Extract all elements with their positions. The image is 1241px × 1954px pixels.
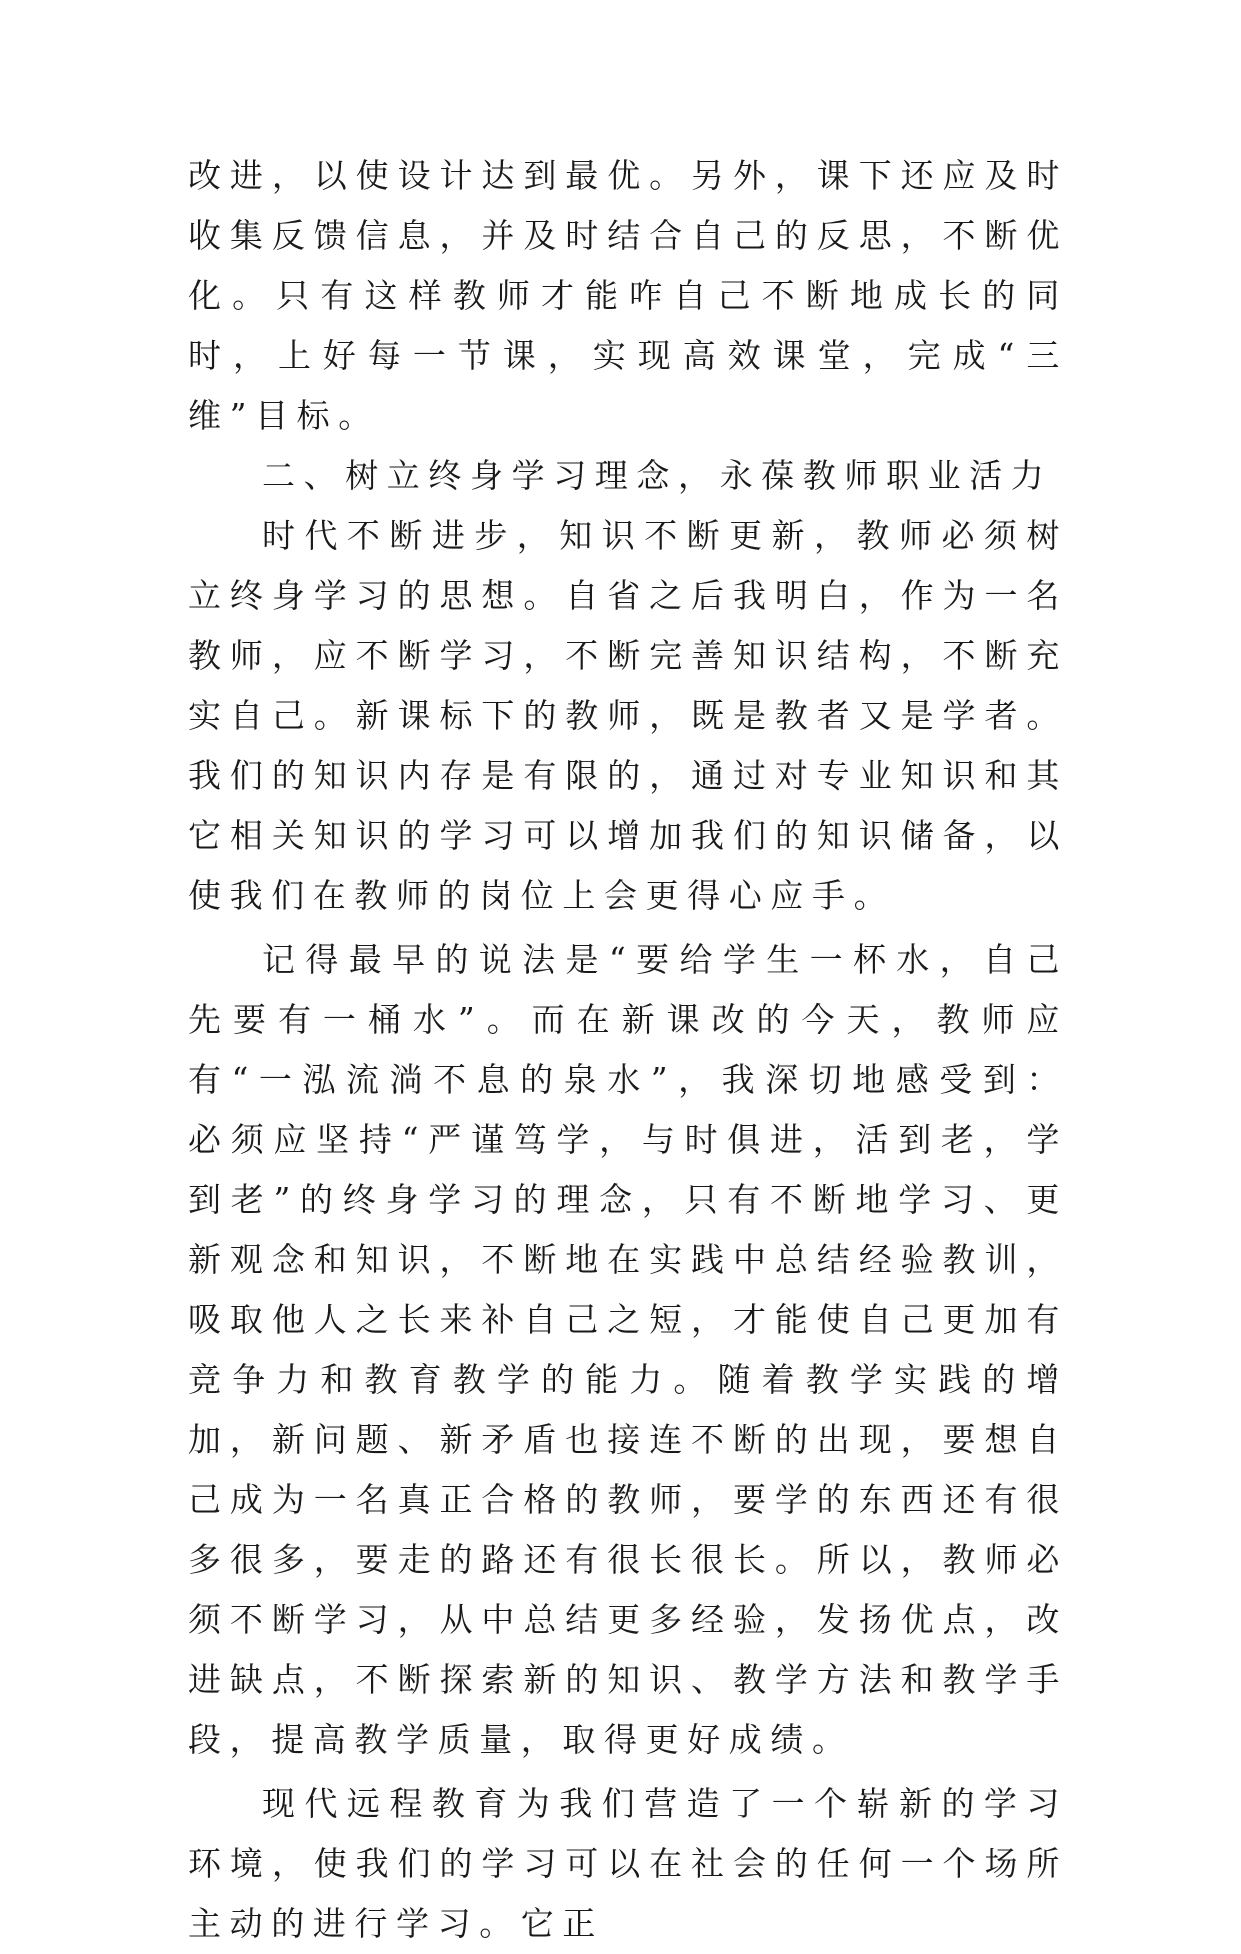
paragraph: 记得最早的说法是“要给学生一杯水，自己先要有一桶水”。而在新课改的今天，教师应有“一泓流淌不息的泉水”，我深切地感受到：必须应坚持“严谨笃学，与时俱进，活到老，学到老”的终身学习的理念，只有不断地学习、更新观念和知识，不断地在实践中总结经验教训，吸取他人之长来补自己之短，才能使自己更加有竞争力和教育教学的能力。随着教学实践的增加，新问题、新矛盾也接连不断的出现，要想自己成为一名真正合格的教师，要学的东西还有很多很多，要走的路还有很长很长。所以，教师必须不断学习，从中总结更多经验，发扬优点，改进缺点，不断探索新的知识、教学方法和教学手段，提高教学质量，取得更好成绩。 <box>188 940 1068 1759</box>
paragraph: 现代远程教育为我们营造了一个崭新的学习环境，使我们的学习可以在社会的任何一个场所主动的进行学习。它正 <box>188 1784 1068 1943</box>
document-body <box>188 146 1068 1954</box>
paragraph: 时代不断进步，知识不断更新，教师必须树立终身学习的思想。自省之后我明白，作为一名教师，应不断学习，不断完善知识结构，不断充实自己。新课标下的教师，既是教者又是学者。我们的知识内存是有限的，通过对专业知识和其它相关知识的学习可以增加我们的知识储备，以使我们在教师的岗位上会更得心应手。 <box>188 516 1068 915</box>
section-heading: 二、树立终身学习理念，永葆教师职业活力 <box>262 456 1053 495</box>
paragraph-continuation: 改进，以使设计达到最优。另外，课下还应及时收集反馈信息，并及时结合自己的反思，不断优化。只有这样教师才能咋自己不断地成长的同时，上好每一节课，实现高效课堂，完成“三维”目标。 <box>188 156 1068 435</box>
